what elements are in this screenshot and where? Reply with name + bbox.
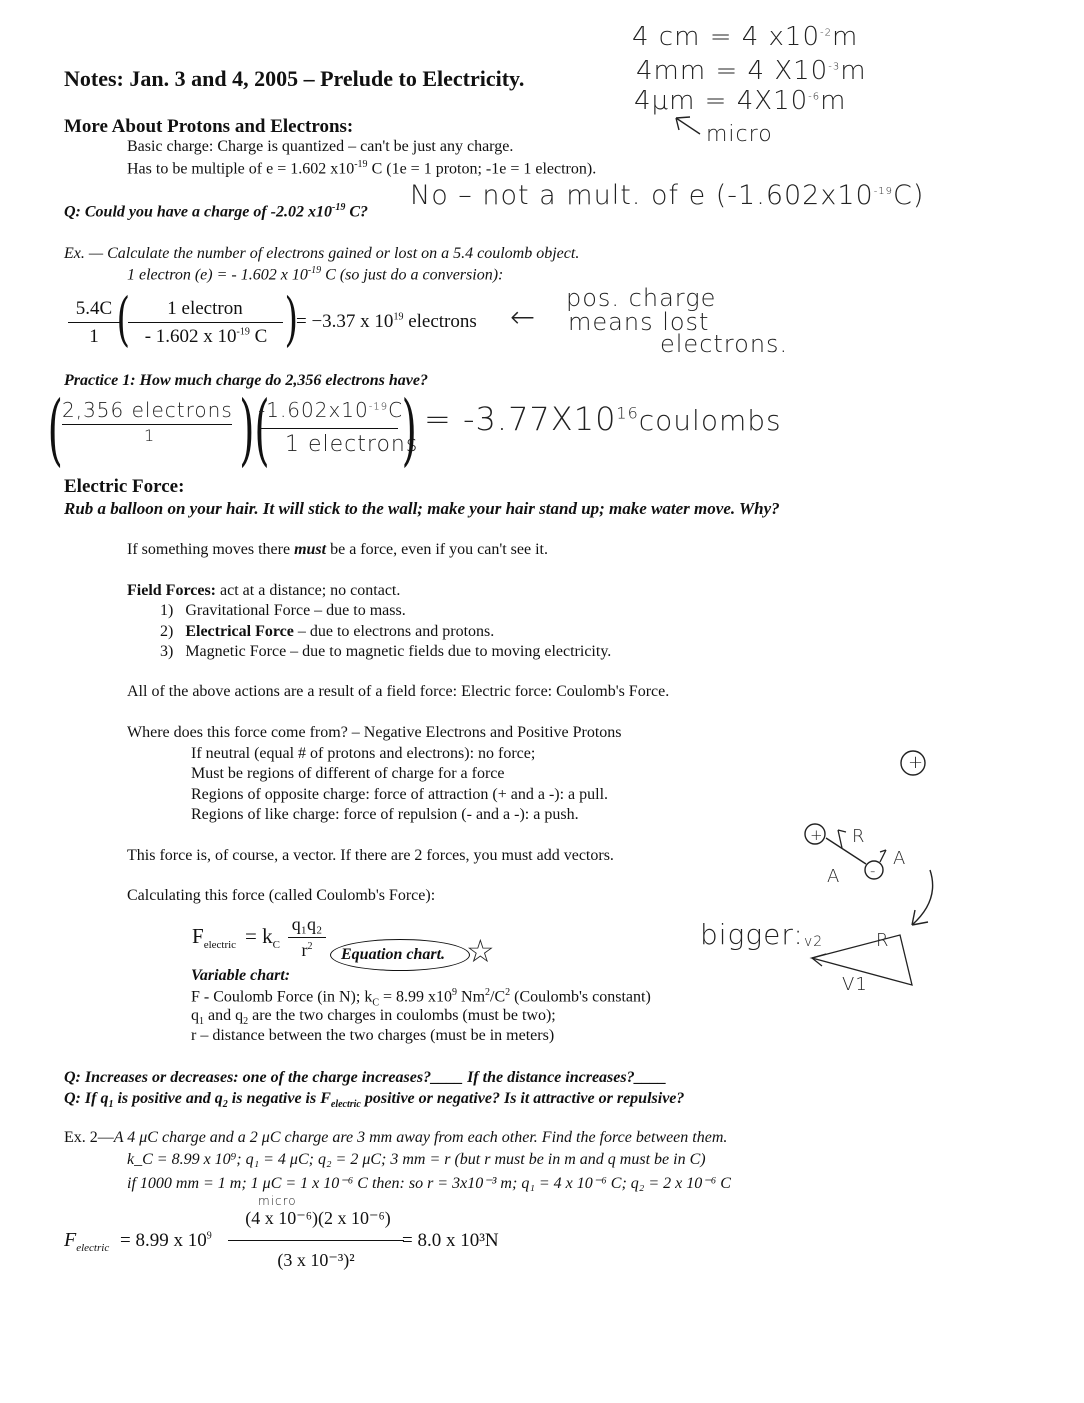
basic-charge-text: Basic charge: Charge is quantized – can't be just any charge.: [127, 138, 514, 155]
force-must-text: If something moves there must be a force, even if you can't see it.: [127, 541, 548, 558]
hw-label-A: A: [893, 848, 907, 869]
variable-q: $q_1$ and $q_2$ are the two charges in coulombs (must be two);: [191, 1007, 556, 1028]
hw-micro-note: micro: [706, 122, 773, 147]
practice1-question: Practice 1: How much charge do 2,356 electrons have?: [64, 372, 428, 389]
frac2-denominator: - 1.602 x $10^{-19}$ C: [144, 326, 268, 347]
variable-F: F - Coulomb Force (in N); $k_C = 8.99$ $x10^9$ $Nm^2/C^2$ (Coulomb's constant): [191, 987, 651, 1009]
page-title: Notes: Jan. 3 and 4, 2005 – Prelude to Electricity.: [64, 66, 525, 91]
hw-practice-den2: 1 electrons: [285, 432, 419, 457]
hw-note-pos-charge: pos. charge: [566, 284, 717, 312]
eq-F-electric: $F_{electric}$: [192, 924, 237, 952]
equation-chart-label: Equation chart.: [341, 946, 446, 963]
hw-conversion-mm: 4mm = 4 $X10^{-3}m$: [636, 56, 867, 86]
multiple-of-e-text: Has to be multiple of e = 1.602 $x10^{-19}$ C (1e = 1 proton; -1e = 1 electron).: [127, 159, 597, 178]
hw-note-means-lost: means lost: [568, 308, 710, 336]
frac1-numerator: 5.4C: [75, 298, 113, 319]
balloon-subheading: Rub a balloon on your hair. It will stick to the wall; make your hair stand up; make water move. Why?: [64, 499, 780, 518]
hw-arrow-left-icon: ←: [510, 300, 537, 335]
field-forces-text: Field Forces: act at a distance; no contact.: [127, 582, 401, 599]
list-item: 3) Magnetic Force – due to magnetic fields due to moving electricity.: [160, 643, 612, 660]
field-force-summary: All of the above actions are a result of a field force: Electric force: Coulomb's Force.: [127, 683, 670, 700]
question-sign: Q: If $q_1$ is positive and $q_2$ is negative is $F_{electric}$ positive or negative? Is it attractive or repulsive?: [64, 1090, 685, 1111]
example2-givens: k_C = 8.99 x 10⁹; q₁ = 4 μC; q₂ = 2 μC; 3 mm = r (but r must be in m and q must be in C): [127, 1151, 706, 1168]
force-vector-text: This force is, of course, a vector. If there are 2 forces, you must add vectors.: [127, 847, 614, 864]
example1-prompt: Ex. — Calculate the number of electrons gained or lost on a 5.4 coulomb object.: [64, 245, 580, 262]
example2-prompt: Ex. 2—A 4 μC charge and a 2 μC charge are 3 mm away from each other. Find the force between them.: [64, 1129, 728, 1146]
frac1-denominator: 1: [89, 326, 99, 347]
hw-proton-plus: +: [908, 752, 925, 773]
eq-denominator: $r^2$: [301, 940, 313, 960]
hw-label-A2: A: [827, 866, 841, 887]
hw-label-v2: v2: [804, 934, 824, 950]
frac2-numerator: 1 electron: [167, 298, 243, 319]
section-heading-protons: More About Protons and Electrons:: [64, 116, 354, 137]
example2-conversions: if 1000 mm = 1 m; 1 μC = 1 x 10⁻⁶ C then: so r = 3x10⁻³ m; q₁ = 4 x 10⁻⁶ C; q₂ = 2 x 10⁻⁶ C: [127, 1175, 731, 1192]
section-heading-electric-force: Electric Force:: [64, 476, 185, 497]
example1-result: = −3.37 x $10^{19}$ electrons: [296, 311, 477, 332]
force-origin-line: Regions of opposite charge: force of attraction (+ and a -): a pull.: [191, 786, 609, 803]
hw-paren-1: (: [47, 385, 63, 475]
hw-label-R2: R: [876, 930, 890, 951]
paren-close: ): [284, 285, 299, 353]
list-item: 1) Gravitational Force – due to mass.: [160, 602, 406, 619]
hw-conversion-cm: 4 cm = 4 $x10^{-2}m$: [632, 22, 859, 52]
eq-numerator: q₁q₂: [291, 914, 323, 934]
force-origin-text: Where does this force come from? – Negative Electrons and Positive Protons: [127, 724, 622, 741]
example1-conversion-note: 1 electron (e) = - 1.602 x $10^{-19}$ C (so just do a conversion):: [127, 265, 504, 284]
hw-charge-minus: -: [870, 862, 877, 880]
variable-chart-label: Variable chart:: [191, 967, 291, 984]
hw-paren-3: ): [401, 385, 417, 475]
hw-paren-2: )(: [239, 385, 270, 475]
hw-charge-plus: +: [810, 826, 824, 844]
hw-conversion-um: $4\mu m = 4X10^{-6}m$: [634, 86, 847, 116]
coulomb-intro-text: Calculating this force (called Coulomb's Force):: [127, 887, 436, 904]
eq-kc: = $k_C$: [245, 924, 280, 952]
hw-answer-not-multiple: No – not a mult. of e $(-1.602x10^{-19}C)$: [410, 180, 925, 211]
ex2-result: = 8.0 x 10³N: [402, 1230, 499, 1251]
hw-note-electrons: electrons.: [660, 330, 789, 358]
ex2-frac-line: [228, 1240, 404, 1241]
hw-practice-num2: $-1.602x10^{-19}C$: [258, 398, 404, 422]
ex2-constant: = 8.99 x $10^9$: [120, 1230, 212, 1251]
ex2-numerator: (4 x 10⁻⁶)(2 x 10⁻⁶): [245, 1208, 391, 1228]
hw-practice-result: = $-3.77X10^{16}coulombs$: [424, 400, 782, 438]
hw-practice-den1: 1: [144, 426, 156, 445]
hw-star-icon: ☆: [466, 932, 496, 970]
hw-label-R: R: [852, 826, 866, 847]
question-charge: Q: Could you have a charge of -2.02 $x10^{-19}$ C?: [64, 202, 368, 221]
hw-micro-label: micro: [258, 1194, 297, 1208]
paren-open: (: [116, 285, 131, 353]
hw-label-v1: V1: [842, 974, 868, 995]
variable-r: r – distance between the two charges (must be in meters): [191, 1027, 555, 1044]
force-origin-line: If neutral (equal # of protons and electrons): no force;: [191, 745, 536, 762]
force-origin-line: Must be regions of different of charge for a force: [191, 765, 505, 782]
hw-bigger: bigger:: [700, 918, 804, 951]
force-origin-line: Regions of like charge: force of repulsion (- and a -): a push.: [191, 806, 579, 823]
hw-practice-num1: 2,356 electrons: [62, 398, 233, 422]
question-increases-decreases: Q: Increases or decreases: one of the charge increases?____ If the distance increases?____: [64, 1069, 667, 1086]
ex2-F-electric: $F_{electric}$: [64, 1229, 110, 1254]
list-item: 2) Electrical Force – due to electrons and protons.: [160, 623, 495, 640]
ex2-denominator: (3 x 10⁻³)²: [277, 1250, 355, 1270]
